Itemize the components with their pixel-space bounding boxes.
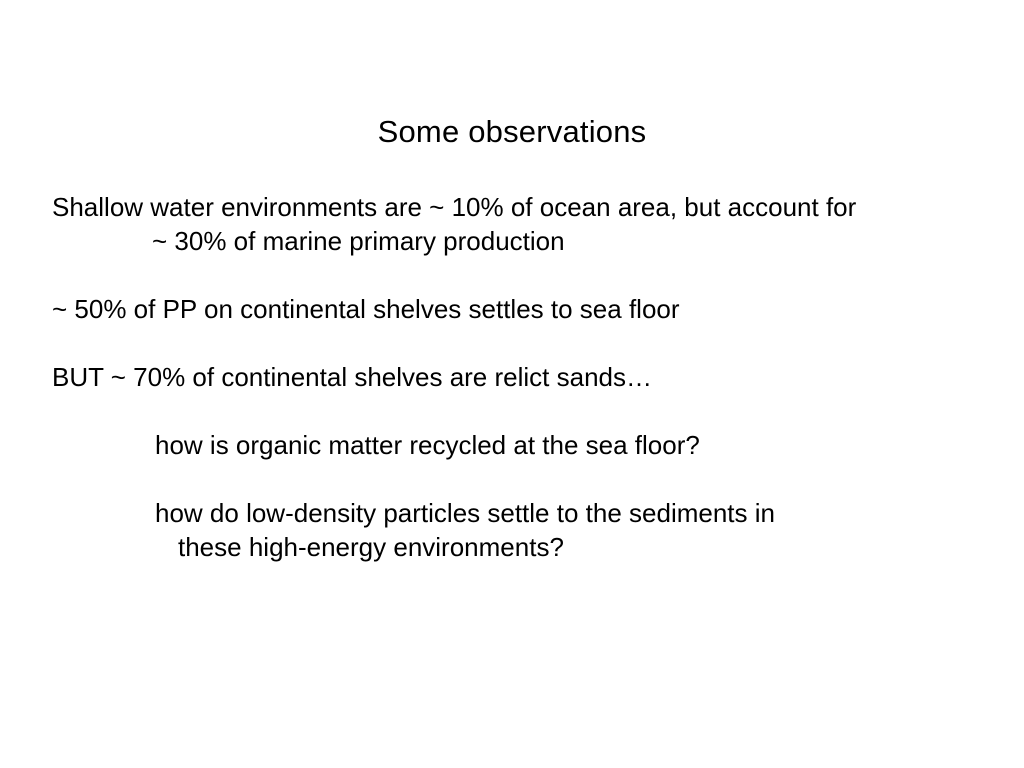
slide-body	[52, 190, 972, 564]
body-line-pp-settles: ~ 50% of PP on continental shelves settles to sea floor	[52, 294, 680, 324]
body-line-shallow-water: Shallow water environments are ~ 10% of ocean area, but account for	[52, 192, 857, 222]
body-line-low-density-particles: how do low-density particles settle to the sediments in	[155, 498, 775, 528]
slide-title: Some observations	[377, 114, 647, 149]
body-line-marine-primary-production: ~ 30% of marine primary production	[152, 226, 565, 256]
body-line-high-energy-environments: these high-energy environments?	[178, 532, 564, 562]
body-line-relict-sands: BUT ~ 70% of continental shelves are relict sands…	[52, 362, 652, 392]
body-line-organic-matter-question: how is organic matter recycled at the sea floor?	[155, 430, 700, 460]
